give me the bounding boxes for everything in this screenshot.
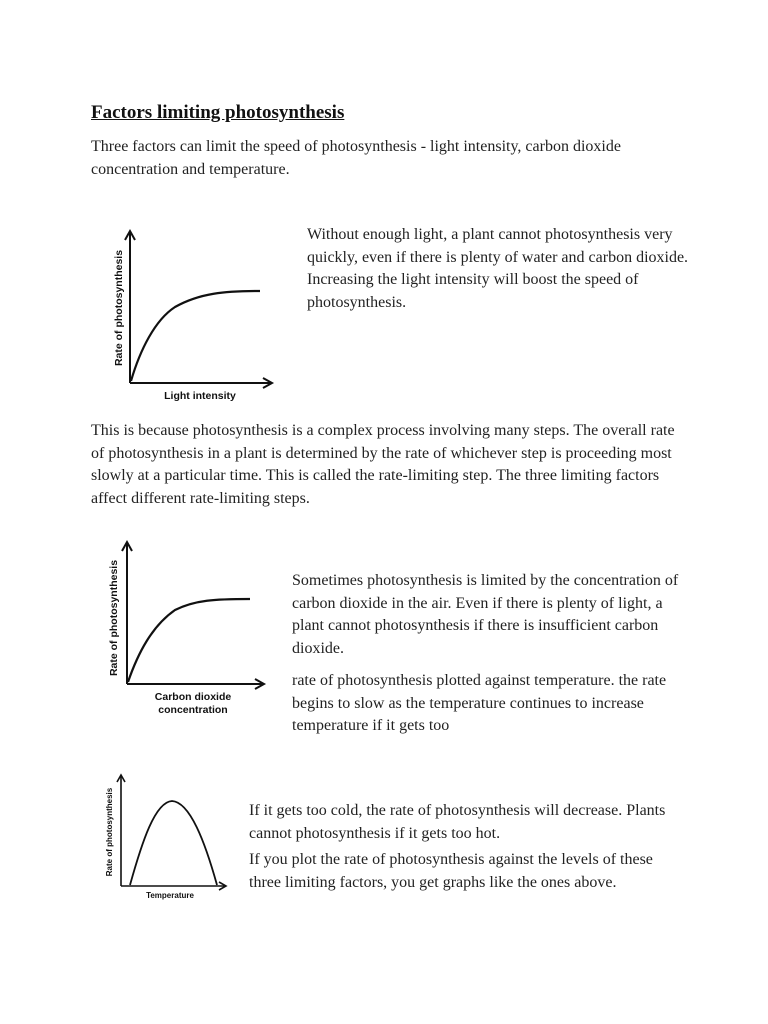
intro-paragraph: Three factors can limit the speed of photosynthesis - light intensity, carbon dioxide concentration and temperature.	[91, 138, 621, 178]
temperature-paragraph: If it gets too cold, the rate of photosynthesis will decrease. Plants cannot photosynthesis if it gets too hot.	[249, 802, 666, 842]
summary-paragraph: If you plot the rate of photosynthesis against the levels of these three limiting factors, you get graphs like the ones above.	[249, 851, 653, 891]
temp-x-label: Temperature	[146, 891, 194, 900]
light-y-label: Rate of photosynthesis	[113, 249, 125, 367]
temp-optimum-curve	[130, 801, 217, 885]
co2-paragraph: Sometimes photosynthesis is limited by the concentration of carbon dioxide in the air. Even if there is plenty of light, a plant cannot photosynthesis if there is insufficient carbon dioxide.	[292, 572, 679, 657]
co2-concentration-graph	[100, 538, 280, 720]
temperature-graph	[100, 772, 240, 904]
co2-x-label-line2: concentration	[158, 704, 228, 716]
light-paragraph: Without enough light, a plant cannot photosynthesis very quickly, even if there is plenty of water and carbon dioxide. Increasing the light intensity will boost the speed of photosynthesis.	[307, 226, 689, 311]
temp-y-label: Rate of photosynthesis	[105, 787, 114, 877]
light-x-label: Light intensity	[164, 390, 236, 402]
rate-limiting-paragraph: This is because photosynthesis is a complex process involving many steps. The overall rate of photosynthesis in a plant is determined by the rate of whichever step is proceeding most slowly at a particular time. This is called the rate-limiting step. The three limiting factors affect different rate-limiting steps.	[91, 422, 675, 507]
co2-y-label: Rate of photosynthesis	[108, 559, 120, 677]
temperature-intro-paragraph: rate of photosynthesis plotted against temperature. the rate begins to slow as the temperature continues to increase temperature if it gets too	[292, 672, 667, 734]
light-saturation-curve	[131, 291, 260, 381]
light-intensity-graph	[100, 225, 285, 405]
page-title: Factors limiting photosynthesis	[91, 102, 345, 123]
co2-x-label-line1: Carbon dioxide	[154, 691, 232, 703]
co2-saturation-curve	[128, 599, 250, 682]
